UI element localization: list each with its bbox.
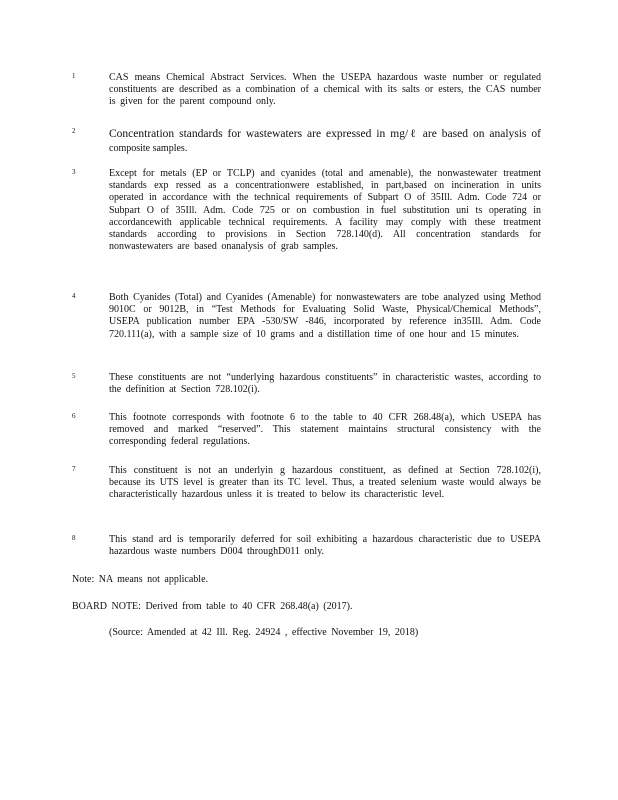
footnote-number: 7 xyxy=(72,465,76,473)
footnote-text-small: composite samples. xyxy=(109,143,188,154)
footnote-text: This stand ard is temporarily deferred for soil exhibiting a hazardous characteristic due to USEPA hazardous waste numbers D004 throughD011 only. xyxy=(109,534,541,558)
footnote-text: Except for metals (EP or TCLP) and cyanides (total and amenable), the nonwastewater treatment standards exp ressed as a concentrationwere established, in part,based on incineration in units operated in accordance with the technical requirements of Subpart O of 35Ill. Adm. Code 724 or Subpart O of 35Ill. Adm. Code 725 or on combustion in fuel substitution uni ts operating in accordancewith applicable technical requirements. A facility may comply with these treatment standards according to provisions in Section 728.140(d). All concentration standards for nonwastewaters are based onanalysis of grab samples. xyxy=(109,168,541,253)
note-na: Note: NA means not applicable. xyxy=(72,574,209,585)
footnote-number: 3 xyxy=(72,168,76,176)
footnote-text xyxy=(109,127,541,156)
footnote-number: 6 xyxy=(72,412,76,420)
footnote-number: 2 xyxy=(72,127,76,135)
footnote-number: 4 xyxy=(72,292,76,300)
footnote-text: These constituents are not “underlying hazardous constituents” in characteristic wastes, according to the definition at Section 728.102(i). xyxy=(109,372,541,396)
footnote-text: This footnote corresponds with footnote 6 to the table to 40 CFR 268.48(a), which USEPA has removed and marked “reserved”. This statement maintains structural consistency with the corresponding federal regulations. xyxy=(109,412,541,448)
footnote-number: 1 xyxy=(72,72,76,80)
footnote-text: CAS means Chemical Abstract Services. When the USEPA hazardous waste number or regulated constituents are described as a combination of a chemical with its salts or esters, the CAS number is given for the parent compound only. xyxy=(109,72,541,108)
footnote-text: Both Cyanides (Total) and Cyanides (Amenable) for nonwastewaters are tobe analyzed using Method 9010C or 9012B, in “Test Methods for Evaluating Solid Waste, Physical/Chemical Methods”, USEPA publication number EPA -530/SW -846, incorporated by reference in35Ill. Adm. Code 720.111(a), with a sample size of 10 grams and a distillation time of one hour and 15 minutes. xyxy=(109,292,541,340)
board-note: BOARD NOTE: Derived from table to 40 CFR 268.48(a) (2017). xyxy=(72,601,353,612)
footnote-text: This constituent is not an underlyin g hazardous constituent, as defined at Section 728.102(i), because its UTS level is greater than its TC level. Thus, a treated selenium waste would always be characteristically hazardous unless it is treated to below its characteristic level. xyxy=(109,465,541,501)
footnote-number: 5 xyxy=(72,372,76,380)
source-citation: (Source: Amended at 42 Ill. Reg. 24924 , effective November 19, 2018) xyxy=(109,627,419,638)
footnote-number: 8 xyxy=(72,534,76,542)
footnote-text-main: Concentration standards for wastewaters are expressed in mg/ℓ are based on analysis of xyxy=(109,128,541,140)
